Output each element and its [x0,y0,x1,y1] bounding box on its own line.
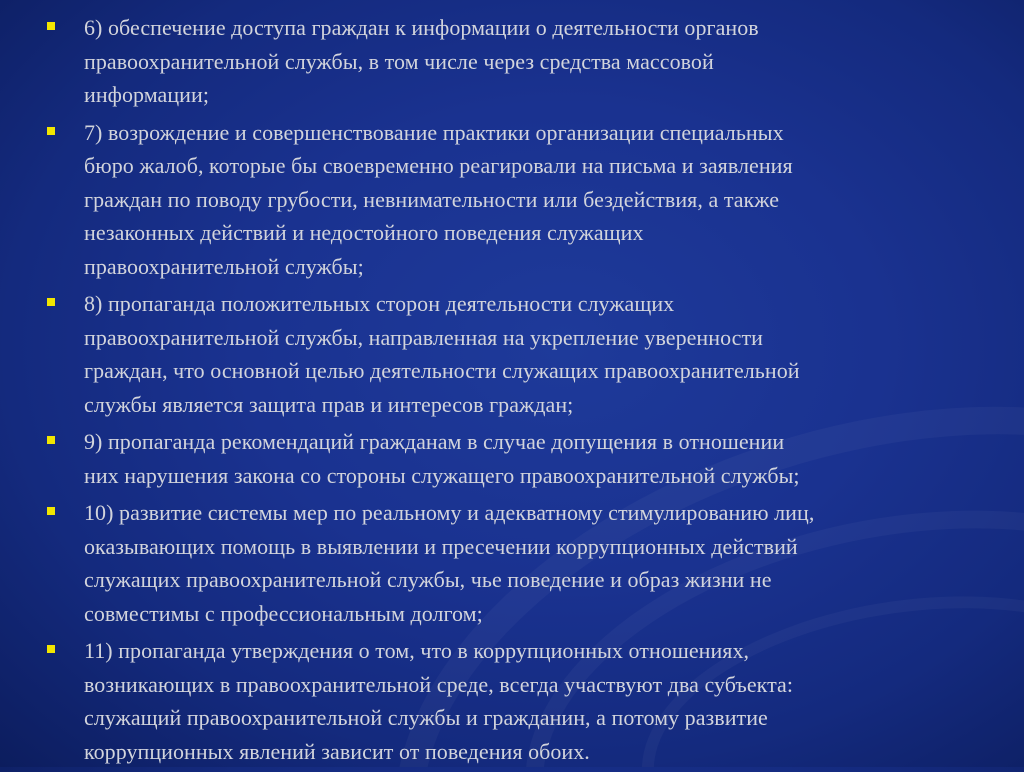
bullet-text: 10) развитие системы мер по реальному и адекватному стимулированию лиц, оказывающих помощь в выявлении и пресечении коррупционных действий служащих правоохранительной службы, чье поведение и образ жизни не совместимы с профессиональным долгом; [84,500,815,626]
square-bullet-icon [47,645,55,653]
list-item [0,425,1024,492]
list-item [0,11,1024,112]
square-bullet-icon [47,298,55,306]
list-item [0,634,1024,768]
list-item [0,287,1024,421]
bullet-text: 8) пропаганда положительных сторон деятельности служащих правоохранительной службы, направленная на укрепление уверенности граждан, что основной целью деятельности служащих правоохранительной службы является защита прав и интересов граждан; [84,291,800,417]
bullet-text: 7) возрождение и совершенствование практики организации специальных бюро жалоб, которые бы своевременно реагировали на письма и заявления граждан по поводу грубости, невнимательности или бездействия, а также незаконных действий и недостойного поведения служащих правоохранительной службы; [84,119,793,279]
bullet-text: 9) пропаганда рекомендаций гражданам в случае допущения в отношении них нарушения закона со стороны служащего правоохранительной службы; [84,429,800,488]
list-item [0,496,1024,630]
list-item [0,116,1024,284]
square-bullet-icon [47,507,55,515]
square-bullet-icon [47,436,55,444]
square-bullet-icon [47,127,55,135]
bullet-text: 6) обеспечение доступа граждан к информации о деятельности органов правоохранительной службы, в том числе через средства массовой информации; [84,15,759,107]
bullet-list [0,11,1024,772]
square-bullet-icon [47,22,55,30]
bullet-text: 11) пропаганда утверждения о том, что в коррупционных отношениях, возникающих в правоохранительной среде, всегда участвуют два субъекта: служащий правоохранительной службы и гражданин, а потому развитие коррупционных явлений зависит от поведения обоих. [84,638,794,764]
